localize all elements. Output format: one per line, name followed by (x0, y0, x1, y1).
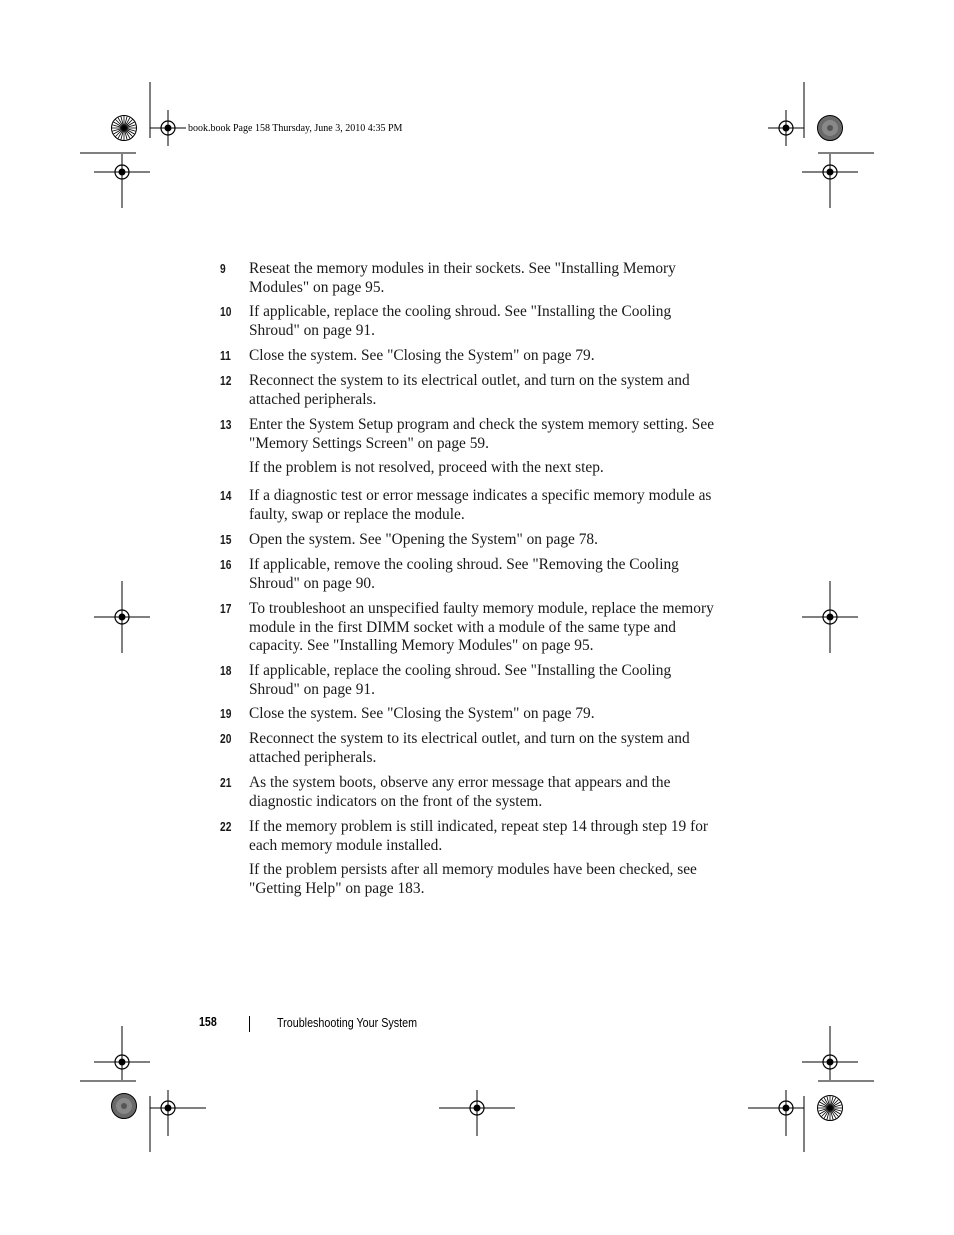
registration-mark-icon (802, 1026, 858, 1080)
step-text: Reseat the memory modules in their sockets. See "Installing Memory Modules" on page 95. (249, 260, 676, 296)
star-target-icon (818, 1096, 843, 1121)
step-number: 16 (220, 558, 232, 572)
step-text: If applicable, remove the cooling shroud. See "Removing the Cooling Shroud" on page 90. (249, 556, 679, 592)
step-text: Enter the System Setup program and check the system memory setting. See "Memory Settings Screen" on page 59. (249, 416, 715, 452)
step-number: 12 (220, 374, 232, 388)
step-number: 22 (220, 820, 232, 834)
step-text: Close the system. See "Closing the System" on page 79. (249, 705, 595, 722)
registration-mark-icon (439, 1090, 515, 1136)
step-number: 10 (220, 305, 232, 319)
step-number: 18 (220, 664, 232, 678)
step-text: If applicable, replace the cooling shroud. See "Installing the Cooling Shroud" on page 91. (249, 662, 672, 698)
registration-mark-icon (768, 110, 804, 146)
step-note: If the problem persists after all memory modules have been checked, see "Getting Help" on page 183. (249, 861, 697, 897)
step-number: 11 (220, 349, 231, 363)
step-text: Open the system. See "Opening the System" on page 78. (249, 531, 598, 548)
step-number: 13 (220, 418, 232, 432)
registration-mark-icon (150, 110, 186, 146)
registration-mark-icon (94, 1026, 150, 1080)
registration-mark-icon (150, 1090, 206, 1136)
step-number: 19 (220, 707, 232, 721)
step-number: 21 (220, 776, 232, 790)
step-text: As the system boots, observe any error message that appears and the diagnostic indicators on the front of the system. (249, 774, 671, 810)
registration-mark-icon (94, 154, 150, 208)
step-number: 20 (220, 732, 232, 746)
registration-mark-icon (802, 581, 858, 653)
step-number: 15 (220, 533, 232, 547)
step-note: If the problem is not resolved, proceed with the next step. (249, 459, 604, 476)
step-text: Reconnect the system to its electrical outlet, and turn on the system and attached peripherals. (249, 730, 690, 766)
step-text: If a diagnostic test or error message indicates a specific memory module as faulty, swap or replace the module. (249, 487, 712, 523)
print-slug: book.book Page 158 Thursday, June 3, 2010 4:35 PM (188, 123, 403, 134)
step-number: 14 (220, 489, 232, 503)
page-number: 158 (199, 1015, 217, 1029)
step-text: If applicable, replace the cooling shroud. See "Installing the Cooling Shroud" on page 91. (249, 303, 672, 339)
registration-mark-icon (802, 154, 858, 208)
registration-mark-icon (94, 581, 150, 653)
step-text: If the memory problem is still indicated, repeat step 14 through step 19 for each memory module installed. (249, 818, 709, 854)
step-text: To troubleshoot an unspecified faulty memory module, replace the memory module in the first DIMM socket with a module of the same type and capacity. See "Installing Memory Modules" on page 95. (249, 600, 714, 654)
section-title: Troubleshooting Your System (277, 1016, 418, 1030)
grey-target-icon (112, 1094, 137, 1119)
registration-mark-icon (748, 1090, 804, 1136)
grey-target-icon (818, 116, 843, 141)
star-target-icon (112, 116, 137, 141)
footer-divider (249, 1016, 250, 1032)
step-text: Close the system. See "Closing the System" on page 79. (249, 347, 595, 364)
step-text: Reconnect the system to its electrical outlet, and turn on the system and attached peripherals. (249, 372, 690, 408)
step-number: 17 (220, 602, 232, 616)
step-number: 9 (220, 262, 226, 276)
